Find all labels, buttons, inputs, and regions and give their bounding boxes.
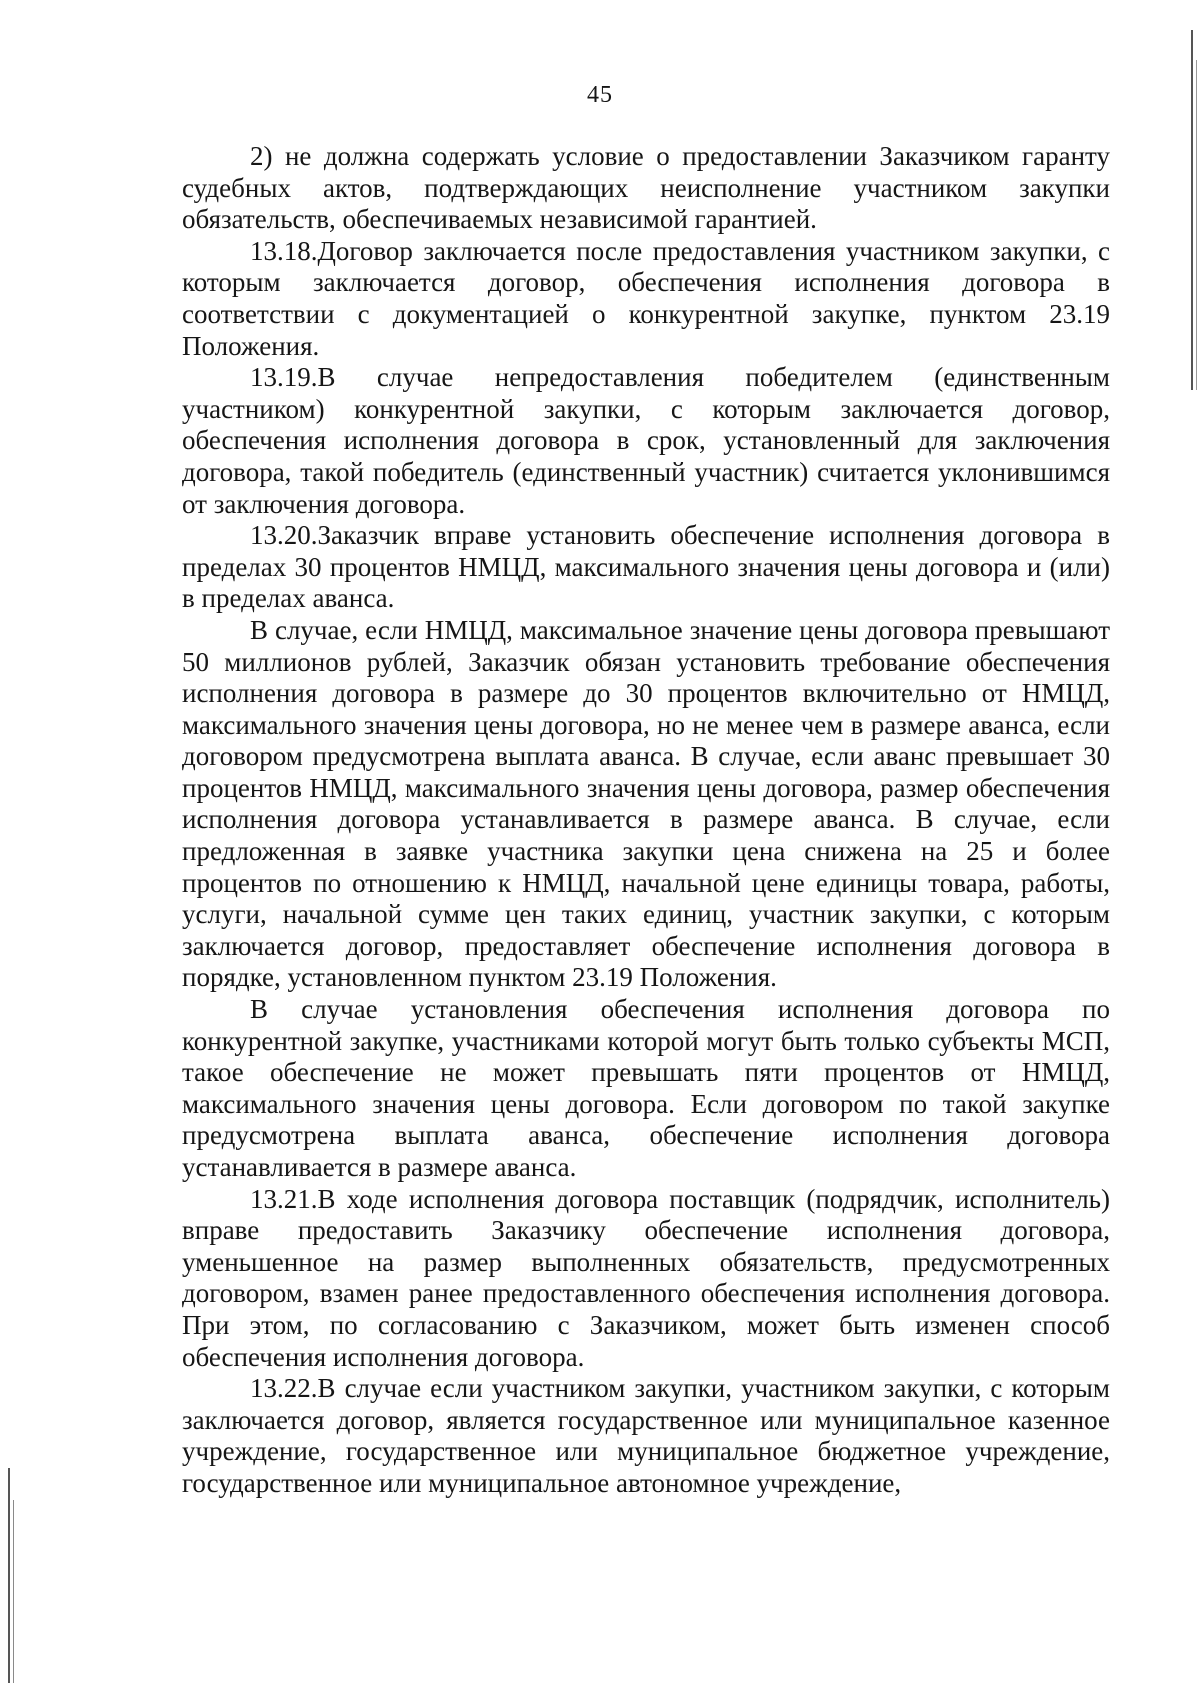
paragraph-13-21: 13.21.В ходе исполнения договора поставщик (подрядчик, исполнитель) вправе предоставить Заказчику обеспечение исполнения договора, уменьшенное на размер выполненных обязательств, предусмотренных договором, взамен ранее предоставленного обеспечения исполнения договора. При этом, по согласованию с Заказчиком, может быть изменен способ обеспечения исполнения договора.: [182, 1183, 1110, 1372]
paragraph-item-2: 2) не должна содержать условие о предоставлении Заказчиком гаранту судебных актов, подтверждающих неисполнение участником закупки обязательств, обеспечиваемых независимой гарантией.: [182, 141, 1110, 235]
paragraph-13-20: 13.20.Заказчик вправе установить обеспечение исполнения договора в пределах 30 процентов НМЦД, максимального значения цены договора и (или) в пределах аванса.: [182, 520, 1110, 614]
document-body: [182, 141, 1110, 1500]
paragraph-13-20-large-contract: В случае, если НМЦД, максимальное значение цены договора превышают 50 миллионов рублей, Заказчик обязан установить требование обеспечения исполнения договора в размере до 30 процентов включительно от НМЦД, максимального значения цены договора, но не менее чем в размере аванса, если договором предусмотрена выплата аванса. В случае, если аванс превышает 30 процентов НМЦД, максимального значения цены договора, размер обеспечения исполнения договора устанавливается в размере аванса. В случае, если предложенная в заявке участника закупки цена снижена на 25 и более процентов по отношению к НМЦД, начальной цене единицы товара, работы, услуги, начальной сумме цен таких единиц, участник закупки, с которым заключается договор, предоставляет обеспечение исполнения договора в порядке, установленном пунктом 23.19 Положения.: [182, 614, 1110, 993]
page-number: 45: [587, 82, 613, 108]
paragraph-13-18: 13.18.Договор заключается после предоставления участником закупки, с которым заключается договор, обеспечения исполнения договора в соответствии с документацией о конкурентной закупке, пунктом 23.19 Положения.: [182, 235, 1110, 361]
paragraph-13-19: 13.19.В случае непредоставления победителем (единственным участником) конкурентной закупки, с которым заключается договор, обеспечения исполнения договора в срок, установленный для заключения договора, такой победитель (единственный участник) считается уклонившимся от заключения договора.: [182, 362, 1110, 519]
scan-edge-line: [8, 1468, 10, 1683]
paragraph-13-22: 13.22.В случае если участником закупки, участником закупки, с которым заключается договор, является государственное или муниципальное казенное учреждение, государственное или муниципальное бюджетное учреждение, государственное или муниципальное автономное учреждение,: [182, 1373, 1110, 1498]
paragraph-13-20-msp: В случае установления обеспечения исполнения договора по конкурентной закупке, участниками которой могут быть только субъекты МСП, такое обеспечение не может превышать пяти процентов от НМЦД, максимального значения цены договора. Если договором по такой закупке предусмотрена выплата аванса, обеспечение исполнения договора устанавливается в размере аванса.: [182, 994, 1110, 1182]
scan-edge-line: [13, 1500, 14, 1683]
